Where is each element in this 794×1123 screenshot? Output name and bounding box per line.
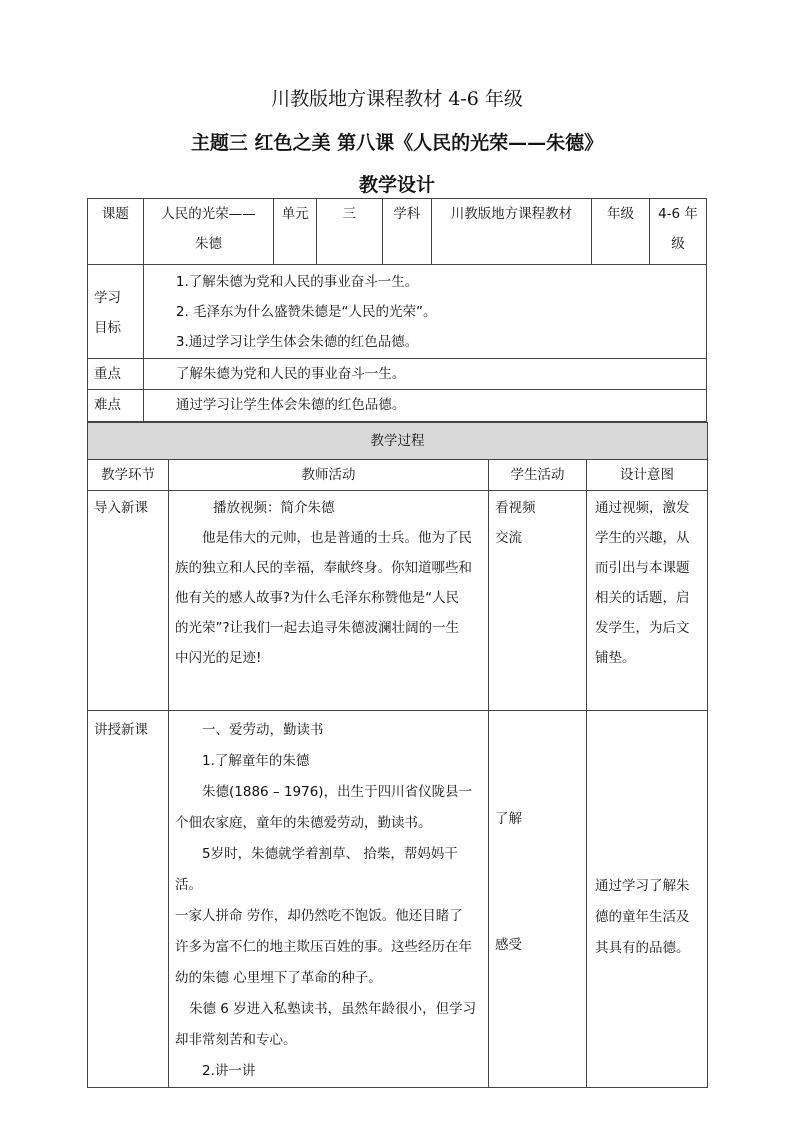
lecture-teacher-line: 一家人拼命 劳作，却仍然吃不饱饭。他还目睹了 <box>175 908 463 924</box>
lecture-teacher-line: 个佃农家庭，童年的朱德爱劳动，勤读书。 <box>175 815 432 831</box>
lesson-title: 主题三 红色之美 第八课《人民的光荣——朱德》 <box>190 132 604 154</box>
course-value-line: 朱德 <box>195 236 223 252</box>
intro-teacher-line: 他有关的感人故事?为什么毛泽东称赞他是“人民 <box>175 590 460 606</box>
difficulty-value: 通过学习让学生体会朱德的红色品德。 <box>143 390 706 422</box>
grade-label: 年级 <box>591 199 649 265</box>
unit-label: 单元 <box>274 199 317 265</box>
course-value-line: 人民的光荣—— <box>161 206 256 222</box>
teaching-process-table <box>87 422 708 1088</box>
goal-item: 2. 毛泽东为什么盛赞朱德是“人民的光荣”。 <box>175 304 437 320</box>
intro-teacher-line: 族的独立和人民的幸福，奉献终身。你知道哪些和 <box>175 560 472 576</box>
lecture-intent-line: 其具有的品德。 <box>595 940 690 956</box>
goals-label-line: 目标 <box>94 320 121 336</box>
grade-value <box>649 199 706 265</box>
intro-student-line: 看视频 <box>495 500 536 516</box>
lecture-teacher-line: 朱德(1886 – 1976)，出生于四川省仪陇县一 <box>202 784 473 800</box>
difficulty-label: 难点 <box>88 390 144 422</box>
process-header: 教学过程 <box>88 423 708 460</box>
goals-label <box>88 265 144 359</box>
unit-value: 三 <box>316 199 382 265</box>
intro-teacher-activity <box>169 491 489 711</box>
intro-student-line: 交流 <box>495 530 522 546</box>
intro-intent-line: 发学生，为后文 <box>595 620 690 636</box>
intro-intent-line: 相关的话题，启 <box>595 590 690 606</box>
column-header: 学生活动 <box>489 460 587 491</box>
intro-stage: 导入新课 <box>88 491 169 711</box>
intro-teacher-line: 播放视频：简介朱德 <box>213 500 335 516</box>
intro-intent-line: 学生的兴趣，从 <box>595 530 690 546</box>
lecture-design-intent <box>587 711 708 1088</box>
column-header: 教学环节 <box>88 460 169 491</box>
lecture-student-activity <box>489 711 587 1088</box>
goal-item: 1.了解朱德为党和人民的事业奋斗一生。 <box>175 274 419 290</box>
lecture-teacher-line: 2.讲一讲 <box>202 1063 256 1079</box>
lecture-teacher-line: 1.了解童年的朱德 <box>202 753 310 769</box>
lecture-teacher-activity <box>169 711 489 1088</box>
goals-label-line: 学习 <box>94 290 121 306</box>
lecture-intent-line: 通过学习了解朱 <box>595 878 690 894</box>
lecture-teacher-line: 5岁时，朱德就学着割草、 拾柴，帮妈妈干活。 <box>175 846 458 893</box>
lecture-intent-line: 德的童年生活及 <box>595 909 690 925</box>
goal-item: 3.通过学习让学生体会朱德的红色品德。 <box>175 334 419 350</box>
lecture-teacher-line: 却非常刻苦和专心。 <box>175 1032 297 1048</box>
goals-list <box>143 265 706 359</box>
lecture-teacher-line: 朱德 6 岁进入私塾读书，虽然年龄很小，但学习 <box>189 1001 477 1017</box>
design-title: 教学设计 <box>358 174 435 196</box>
subject-label: 学科 <box>382 199 431 265</box>
lecture-student-line: 感受 <box>495 937 522 953</box>
lesson-info-table <box>87 198 707 422</box>
intro-design-intent <box>587 491 708 711</box>
lecture-teacher-line: 一、爱劳动，勤读书 <box>202 722 324 738</box>
intro-teacher-line: 的光荣”?让我们一起去追寻朱德波澜壮阔的一生 <box>175 620 460 636</box>
lecture-stage: 讲授新课 <box>88 711 169 1088</box>
lecture-intent-block <box>595 871 690 964</box>
intro-intent-line: 通过视频，激发 <box>595 500 690 516</box>
grade-value-line: 级 <box>671 236 685 252</box>
lecture-student-line: 了解 <box>495 811 522 827</box>
grade-value-line: 4-6 年 <box>658 206 698 222</box>
lecture-teacher-line: 许多为富不仁的地主欺压百姓的事。这些经历在年 <box>175 939 472 955</box>
column-header: 教师活动 <box>169 460 489 491</box>
course-value <box>143 199 273 265</box>
column-header: 设计意图 <box>587 460 708 491</box>
subject-value: 川教版地方课程教材 <box>431 199 591 265</box>
course-label: 课题 <box>88 199 144 265</box>
intro-intent-line: 铺垫。 <box>595 650 636 666</box>
intro-teacher-line: 中闪光的足迹! <box>175 650 262 666</box>
key-point-value: 了解朱德为党和人民的事业奋斗一生。 <box>143 359 706 390</box>
intro-teacher-line: 他是伟大的元帅，也是普通的士兵。他为了民 <box>202 530 472 546</box>
intro-student-activity <box>489 491 587 711</box>
document-title: 川教版地方课程教材 4-6 年级 <box>271 88 523 110</box>
lecture-teacher-line: 幼的朱德 心里埋下了革命的种子。 <box>175 970 382 986</box>
intro-intent-line: 而引出与本课题 <box>595 560 690 576</box>
key-point-label: 重点 <box>88 359 144 390</box>
